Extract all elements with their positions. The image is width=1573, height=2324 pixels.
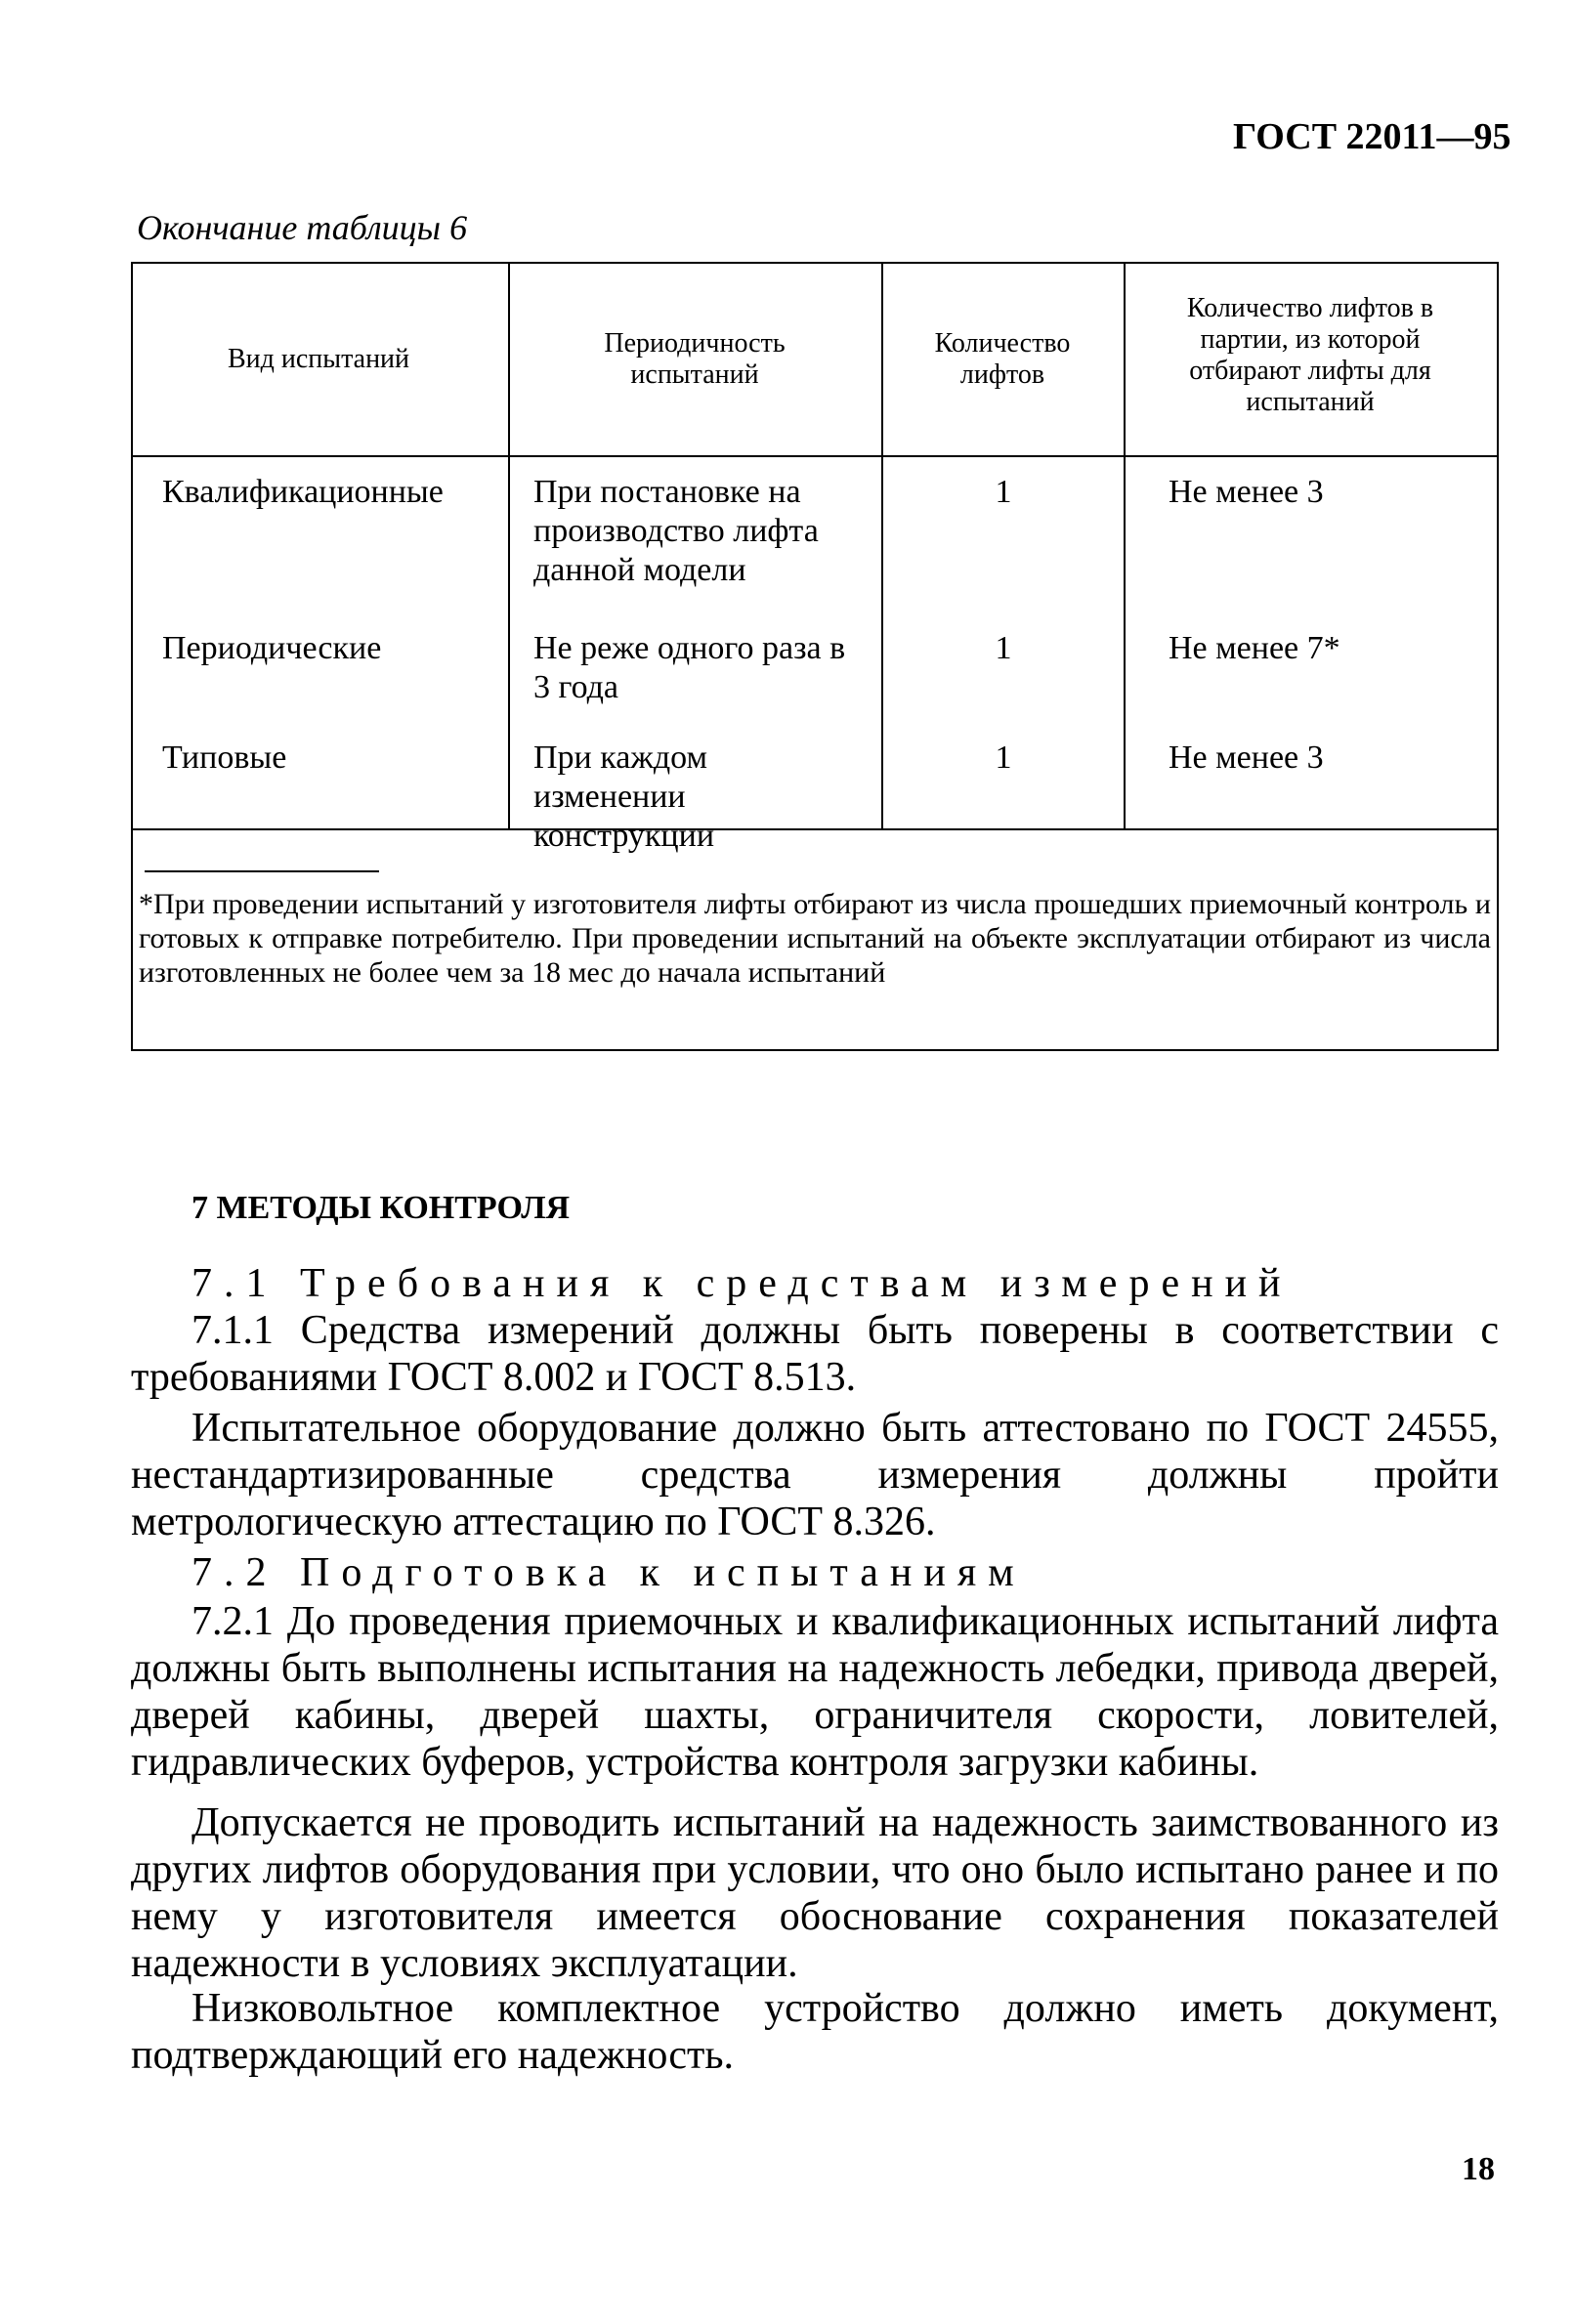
cell-type: Периодические: [162, 630, 382, 666]
cell-periodicity: При каждом изменении конструкции: [533, 739, 715, 854]
paragraph-7-2-1: 7.2.1 До проведения приемочных и квалификационных испытаний лифта должны быть выполнены испытания на надежность лебедки, привода дверей, дверей кабины, дверей шахты, ограничителя скорости, ловителей, гидравлических буферов, устройства контроля загрузки кабины.: [131, 1599, 1499, 1785]
subsection-7-2-title: 7.2 Подготовка к испытаниям: [191, 1550, 1026, 1595]
col-header-type: Вид испытаний: [227, 344, 410, 374]
cell-count: 1: [995, 630, 1012, 666]
cell-count: 1: [995, 739, 1012, 776]
cell-batch: Не менее 3: [1169, 474, 1324, 510]
footnote-rule: [145, 870, 379, 872]
col-header-periodicity: Периодичность испытаний: [604, 328, 786, 390]
col-header-count: Количество лифтов: [934, 328, 1071, 390]
cell-periodicity: При постановке на производство лифта данной модели: [533, 474, 819, 588]
column-divider: [1124, 264, 1126, 830]
paragraph-7-1-1-equipment: Испытательное оборудование должно быть аттестовано по ГОСТ 24555, нестандартизированные средства измерения должны пройти метрологическую аттестацию по ГОСТ 8.326.: [131, 1406, 1499, 1544]
cell-batch: Не менее 7*: [1169, 630, 1340, 666]
col-header-batch: Количество лифтов в партии, из которой отбирают лифты для испытаний: [1186, 293, 1434, 417]
paragraph-7-1-1: 7.1.1 Средства измерений должны быть поверены в соответствии с требованиями ГОСТ 8.002 и ГОСТ 8.513.: [131, 1308, 1499, 1400]
document-code: ГОСТ 22011—95: [1233, 116, 1511, 157]
cell-periodicity: Не реже одного раза в 3 года: [533, 630, 846, 705]
paragraph-7-2-1-borrowed: Допускается не проводить испытаний на надежность заимствованного из других лифтов оборудования при условии, что оно было испытано ранее и по нему у изготовителя имеется обоснование сохранения показателей надежности в условиях эксплуатации.: [131, 1800, 1499, 1986]
table-caption: Окончание таблицы 6: [137, 208, 468, 247]
cell-type: Квалификационные: [162, 474, 444, 510]
cell-batch: Не менее 3: [1169, 739, 1324, 776]
page-number: 18: [1462, 2151, 1495, 2187]
cell-type: Типовые: [162, 739, 287, 776]
column-divider: [508, 264, 510, 830]
header-divider: [133, 455, 1497, 457]
section-title: 7 МЕТОДЫ КОНТРОЛЯ: [191, 1190, 571, 1226]
table-footnote: *При проведении испытаний у изготовителя лифты отбирают из числа прошедших приемочный контроль и готовых к отправке потребителю. При проведении испытаний на объекте эксплуатации отбирают из числа изготовленных не более чем за 18 мес до начала испытаний: [139, 888, 1491, 989]
paragraph-7-2-1-lv-device: Низковольтное комплектное устройство должно иметь документ, подтверждающий его надежность.: [131, 1986, 1499, 2078]
cell-count: 1: [995, 474, 1012, 510]
subsection-7-1-title: 7.1 Требования к средствам измерений: [191, 1261, 1293, 1306]
